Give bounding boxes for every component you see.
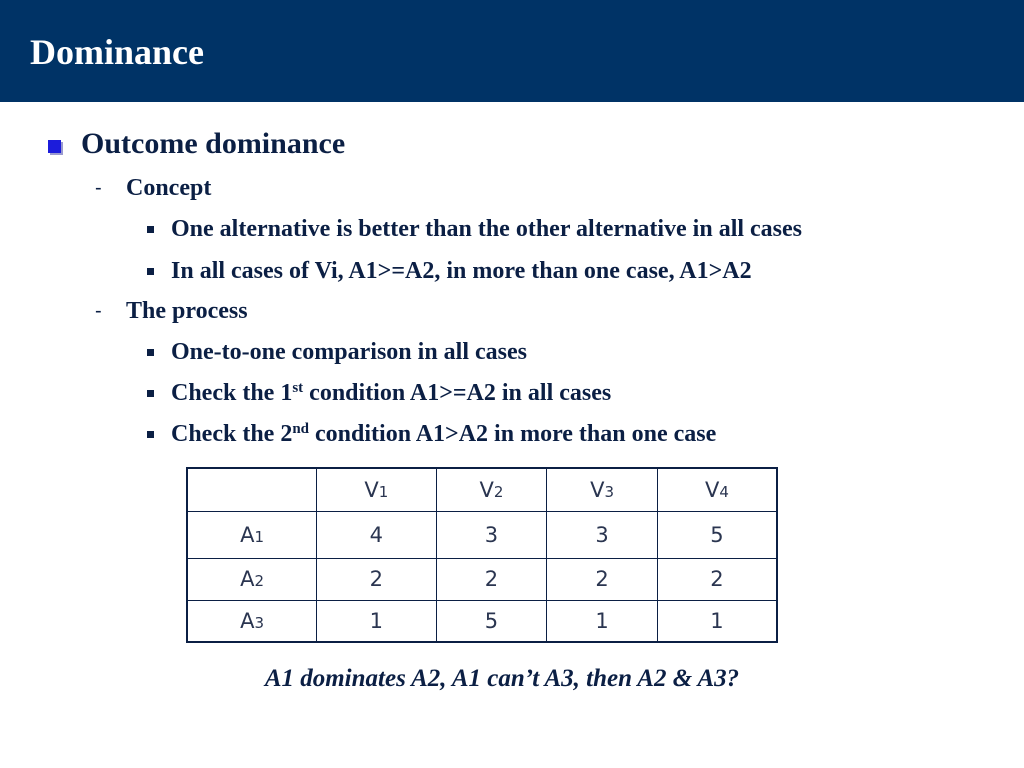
table-row [187,511,777,558]
table-cell: 2 [547,558,658,600]
dominance-table [186,467,778,643]
table-row [187,558,777,600]
title-bar [0,0,1024,102]
heading-text: Outcome dominance [81,127,346,160]
table-header-cell: V4 [657,468,777,511]
table-cell: 2 [657,558,777,600]
process-bullet-3-text: Check the 2nd condition A1>A2 in more than one case [171,421,717,447]
table-cell: 3 [547,511,658,558]
table-row [187,600,777,642]
ordinal-suffix: st [292,380,304,396]
table-cell: 5 [436,600,547,642]
ordinal-suffix: nd [292,421,310,437]
blue-square-bullet-icon [48,140,61,153]
table-header-cell: V3 [547,468,658,511]
square-bullet-icon [147,390,154,397]
concept-bullet-2-text: In all cases of Vi, A1>=A2, in more than one case, A1>A2 [171,258,752,284]
square-bullet-icon [147,268,154,275]
slide-title: Dominance [30,32,204,72]
table-cell: 2 [436,558,547,600]
table-cell: 1 [317,600,437,642]
concept-bullet-1 [147,215,802,243]
dash-bullet-icon: - [95,300,102,322]
table-cell: 2 [317,558,437,600]
row-label-cell: A2 [187,558,317,600]
table-header-row [187,468,777,511]
row-label-cell: A3 [187,600,317,642]
table-cell: 4 [317,511,437,558]
row-label-cell: A1 [187,511,317,558]
concept-item [95,174,211,202]
square-bullet-icon [147,349,154,356]
table-corner-cell [187,468,317,511]
outcome-dominance-heading [48,126,345,162]
process-bullet-1-text: One-to-one comparison in all cases [171,339,527,365]
concept-bullet-1-text: One alternative is better than the other alternative in all cases [171,216,803,242]
caption: A1 dominates A2, A1 can’t A3, then A2 & A3? [264,665,740,692]
square-bullet-icon [147,431,154,438]
process-bullet-1 [147,338,527,366]
concept-label: Concept [126,175,212,201]
table-cell: 3 [436,511,547,558]
process-bullet-2 [147,379,611,407]
process-label: The process [126,298,248,324]
process-bullet-2-text: Check the 1st condition A1>=A2 in all cases [171,380,612,406]
process-item [95,297,248,325]
table-cell: 1 [657,600,777,642]
dash-bullet-icon: - [95,177,102,199]
concept-bullet-2 [147,257,752,285]
square-bullet-icon [147,226,154,233]
table-cell: 1 [547,600,658,642]
table-cell: 5 [657,511,777,558]
process-bullet-3 [147,420,716,448]
table-header-cell: V2 [436,468,547,511]
table-header-cell: V1 [317,468,437,511]
